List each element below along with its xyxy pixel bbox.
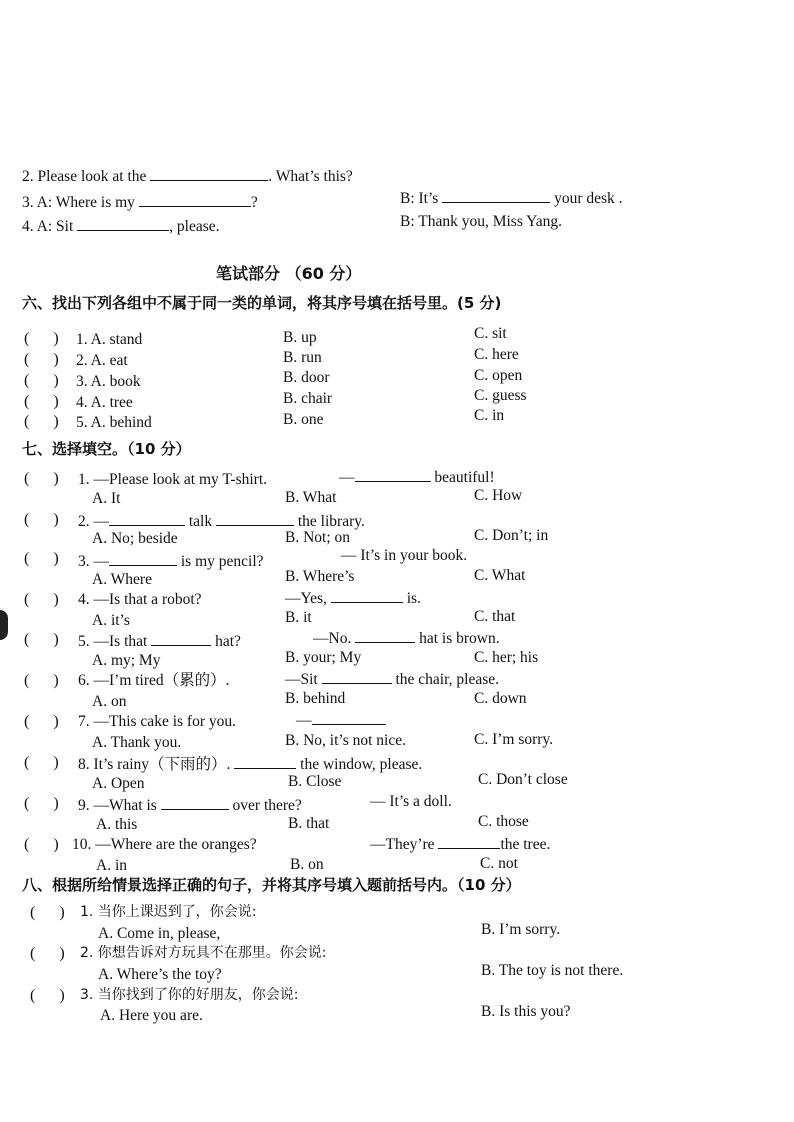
response-text-end: the chair, please. [395, 671, 500, 688]
answer-paren[interactable]: ( ) [24, 672, 59, 689]
q-text-end: the window, please. [300, 756, 423, 773]
s7-q1-response [339, 468, 495, 486]
s7-q9-response: — It’s a doll. [370, 793, 452, 810]
answer-paren[interactable]: ( ) [24, 836, 59, 853]
q-text-end: over there? [232, 797, 302, 814]
section8-title: 八、根据所给情景选择正确的句子，并将其序号填入题前括号内。（10 分） [22, 876, 521, 894]
s7-q8-a: A. Open [92, 775, 145, 792]
s7-q6-response [285, 670, 499, 688]
s7-q4-b: B. it [285, 609, 312, 626]
s8-q2-a: A. Where’s the toy? [98, 966, 222, 983]
s7-q2-question [78, 512, 365, 530]
s7-q10-b: B. on [290, 856, 324, 873]
s8-q1-a: A. Come in, please, [98, 925, 221, 942]
s7-q9-a: A. this [96, 816, 138, 833]
q3-b-text: B: It’s [400, 190, 439, 207]
answer-blank[interactable] [109, 552, 177, 566]
answer-paren[interactable]: ( ) [24, 631, 59, 648]
q-text: 8. It’s rainy（下雨的）. [78, 756, 231, 773]
s6-q2-b: B. run [283, 349, 322, 366]
s7-q5-b: B. your; My [285, 649, 362, 666]
s7-q8-question [78, 755, 422, 773]
q-text-end: the library. [297, 513, 365, 530]
s7-q6-c: C. down [474, 690, 527, 707]
s7-q3-a: A. Where [92, 571, 152, 588]
s6-q3-b: B. door [283, 369, 330, 386]
answer-paren[interactable]: ( ) [24, 511, 59, 528]
written-part-title: 笔试部分 （60 分） [216, 264, 362, 283]
q-text: 5. —Is that [78, 633, 148, 650]
s7-q3-response: — It’s in your book. [341, 547, 468, 564]
answer-paren[interactable]: ( ) [24, 550, 59, 567]
s8-q2-question: 2. 你想告诉对方玩具不在那里。你会说: [80, 945, 327, 961]
answer-blank[interactable] [442, 189, 550, 203]
binding-mark [0, 610, 8, 640]
s7-q5-c: C. her; his [474, 649, 539, 666]
answer-paren[interactable]: ( ) [30, 987, 65, 1004]
q-text-mid: talk [188, 513, 213, 530]
s7-q5-a: A. my; My [92, 652, 161, 669]
q-text: 2. — [78, 513, 109, 530]
answer-blank[interactable] [331, 589, 403, 603]
answer-blank[interactable] [312, 711, 386, 725]
answer-paren[interactable]: ( ) [24, 413, 59, 430]
s8-q3-a: A. Here you are. [100, 1007, 203, 1024]
answer-paren[interactable]: ( ) [24, 713, 59, 730]
q4-a-text: 4. A: Sit [22, 218, 74, 235]
response-text: —No. [313, 630, 352, 647]
q-text: 9. —What is [78, 797, 157, 814]
section7-title: 七、选择填空。（10 分） [22, 440, 191, 458]
s6-q4-a: 4. A. tree [76, 394, 133, 411]
s6-q4-b: B. chair [283, 390, 333, 407]
s6-q4-c: C. guess [474, 387, 527, 404]
answer-blank[interactable] [438, 835, 500, 849]
response-text: —Sit [285, 671, 318, 688]
s7-q1-c: C. How [474, 487, 523, 504]
answer-blank[interactable] [151, 632, 211, 646]
answer-blank[interactable] [216, 512, 294, 526]
answer-blank[interactable] [109, 512, 185, 526]
s7-q5-question [78, 632, 241, 650]
answer-blank[interactable] [161, 796, 229, 810]
listening-q4-b: B: Thank you, Miss Yang. [400, 213, 563, 230]
s7-q9-b: B. that [288, 815, 330, 832]
s7-q6-b: B. behind [285, 690, 346, 707]
q-text-end: hat? [215, 633, 241, 650]
s7-q10-question: 10. —Where are the oranges? [72, 836, 257, 853]
s7-q3-b: B. Where’s [285, 568, 355, 585]
s7-q10-a: A. in [96, 857, 127, 874]
s7-q1-a: A. It [92, 490, 121, 507]
s7-q5-response [313, 629, 500, 647]
answer-paren[interactable]: ( ) [24, 591, 59, 608]
listening-q4-a [22, 217, 220, 235]
s7-q7-a: A. Thank you. [92, 734, 182, 751]
s7-q4-question: 4. —Is that a robot? [78, 591, 202, 608]
answer-blank[interactable] [150, 167, 268, 181]
s8-q2-b: B. The toy is not there. [481, 962, 624, 979]
answer-paren[interactable]: ( ) [30, 904, 65, 921]
listening-q2 [22, 167, 353, 185]
s6-q2-a: 2. A. eat [76, 352, 128, 369]
s6-q5-c: C. in [474, 407, 505, 424]
q-text-end: is my pencil? [180, 553, 264, 570]
s8-q1-question: 1. 当你上课迟到了，你会说: [80, 904, 257, 920]
answer-paren[interactable]: ( ) [30, 945, 65, 962]
answer-blank[interactable] [139, 193, 251, 207]
q3-a-text: 3. A: Where is my [22, 194, 135, 211]
s7-q3-question [78, 552, 264, 570]
answer-blank[interactable] [77, 217, 169, 231]
s6-q2-c: C. here [474, 346, 519, 363]
response-text-end: hat is brown. [419, 630, 500, 647]
q2-text: 2. Please look at the [22, 168, 147, 185]
s6-q1-c: C. sit [474, 325, 507, 342]
listening-q3-b [400, 189, 623, 207]
answer-blank[interactable] [355, 468, 431, 482]
q-text: 3. — [78, 553, 109, 570]
s6-q3-a: 3. A. book [76, 373, 141, 390]
s7-q9-c: C. those [478, 813, 529, 830]
answer-paren[interactable]: ( ) [24, 330, 59, 347]
s6-q5-a: 5. A. behind [76, 414, 152, 431]
answer-paren[interactable]: ( ) [24, 795, 59, 812]
s7-q3-c: C. What [474, 567, 526, 584]
s7-q6-question: 6. —I’m tired（累的）. [78, 672, 230, 689]
s7-q4-a: A. it’s [92, 612, 130, 629]
s6-q5-b: B. one [283, 411, 324, 428]
s7-q1-question: 1. —Please look at my T-shirt. [78, 471, 268, 488]
s7-q7-response [296, 711, 386, 729]
s7-q2-c: C. Don’t; in [474, 527, 549, 544]
s6-q3-c: C. open [474, 367, 523, 384]
q2-text-end: . What’s this? [268, 168, 353, 185]
q3-a-end: ? [250, 194, 258, 211]
response-text-end: is. [406, 590, 421, 607]
response-text-end: the tree. [500, 836, 551, 853]
s7-q8-c: C. Don’t close [478, 771, 568, 788]
s7-q6-a: A. on [92, 693, 127, 710]
q4-a-end: , please. [169, 218, 220, 235]
q3-b-end: your desk . [554, 190, 623, 207]
listening-q3-a [22, 193, 258, 211]
s6-q1-a: 1. A. stand [76, 331, 143, 348]
answer-paren[interactable]: ( ) [24, 470, 59, 487]
s7-q4-c: C. that [474, 608, 516, 625]
s7-q4-response [285, 589, 421, 607]
s8-q1-b: B. I’m sorry. [481, 921, 561, 938]
s7-q2-a: A. No; beside [92, 530, 178, 547]
s7-q7-c: C. I’m sorry. [474, 731, 554, 748]
s7-q8-b: B. Close [288, 773, 342, 790]
s8-q3-b: B. Is this you? [481, 1003, 571, 1020]
s7-q9-question [78, 796, 302, 814]
answer-paren[interactable]: ( ) [24, 372, 59, 389]
answer-paren[interactable]: ( ) [24, 351, 59, 368]
s7-q10-c: C. not [480, 855, 518, 872]
response-text: —They’re [370, 836, 435, 853]
s7-q2-b: B. Not; on [285, 529, 351, 546]
response-text: —Yes, [285, 590, 327, 607]
s7-q7-question: 7. —This cake is for you. [78, 713, 236, 730]
s6-q1-b: B. up [283, 329, 317, 346]
s7-q7-b: B. No, it’s not nice. [285, 732, 406, 749]
answer-blank[interactable] [355, 629, 415, 643]
answer-paren[interactable]: ( ) [24, 754, 59, 771]
answer-blank[interactable] [234, 755, 296, 769]
section6-title: 六、找出下列各组中不属于同一类的单词，将其序号填在括号里。(5 分) [22, 294, 502, 312]
response-dash: — [296, 712, 312, 729]
answer-blank[interactable] [322, 670, 392, 684]
s8-q3-question: 3. 当你找到了你的好朋友，你会说: [80, 987, 299, 1003]
response-text: beautiful! [434, 469, 495, 486]
answer-paren[interactable]: ( ) [24, 393, 59, 410]
response-dash: — [339, 469, 355, 486]
s7-q10-response [370, 835, 550, 853]
s7-q1-b: B. What [285, 489, 337, 506]
